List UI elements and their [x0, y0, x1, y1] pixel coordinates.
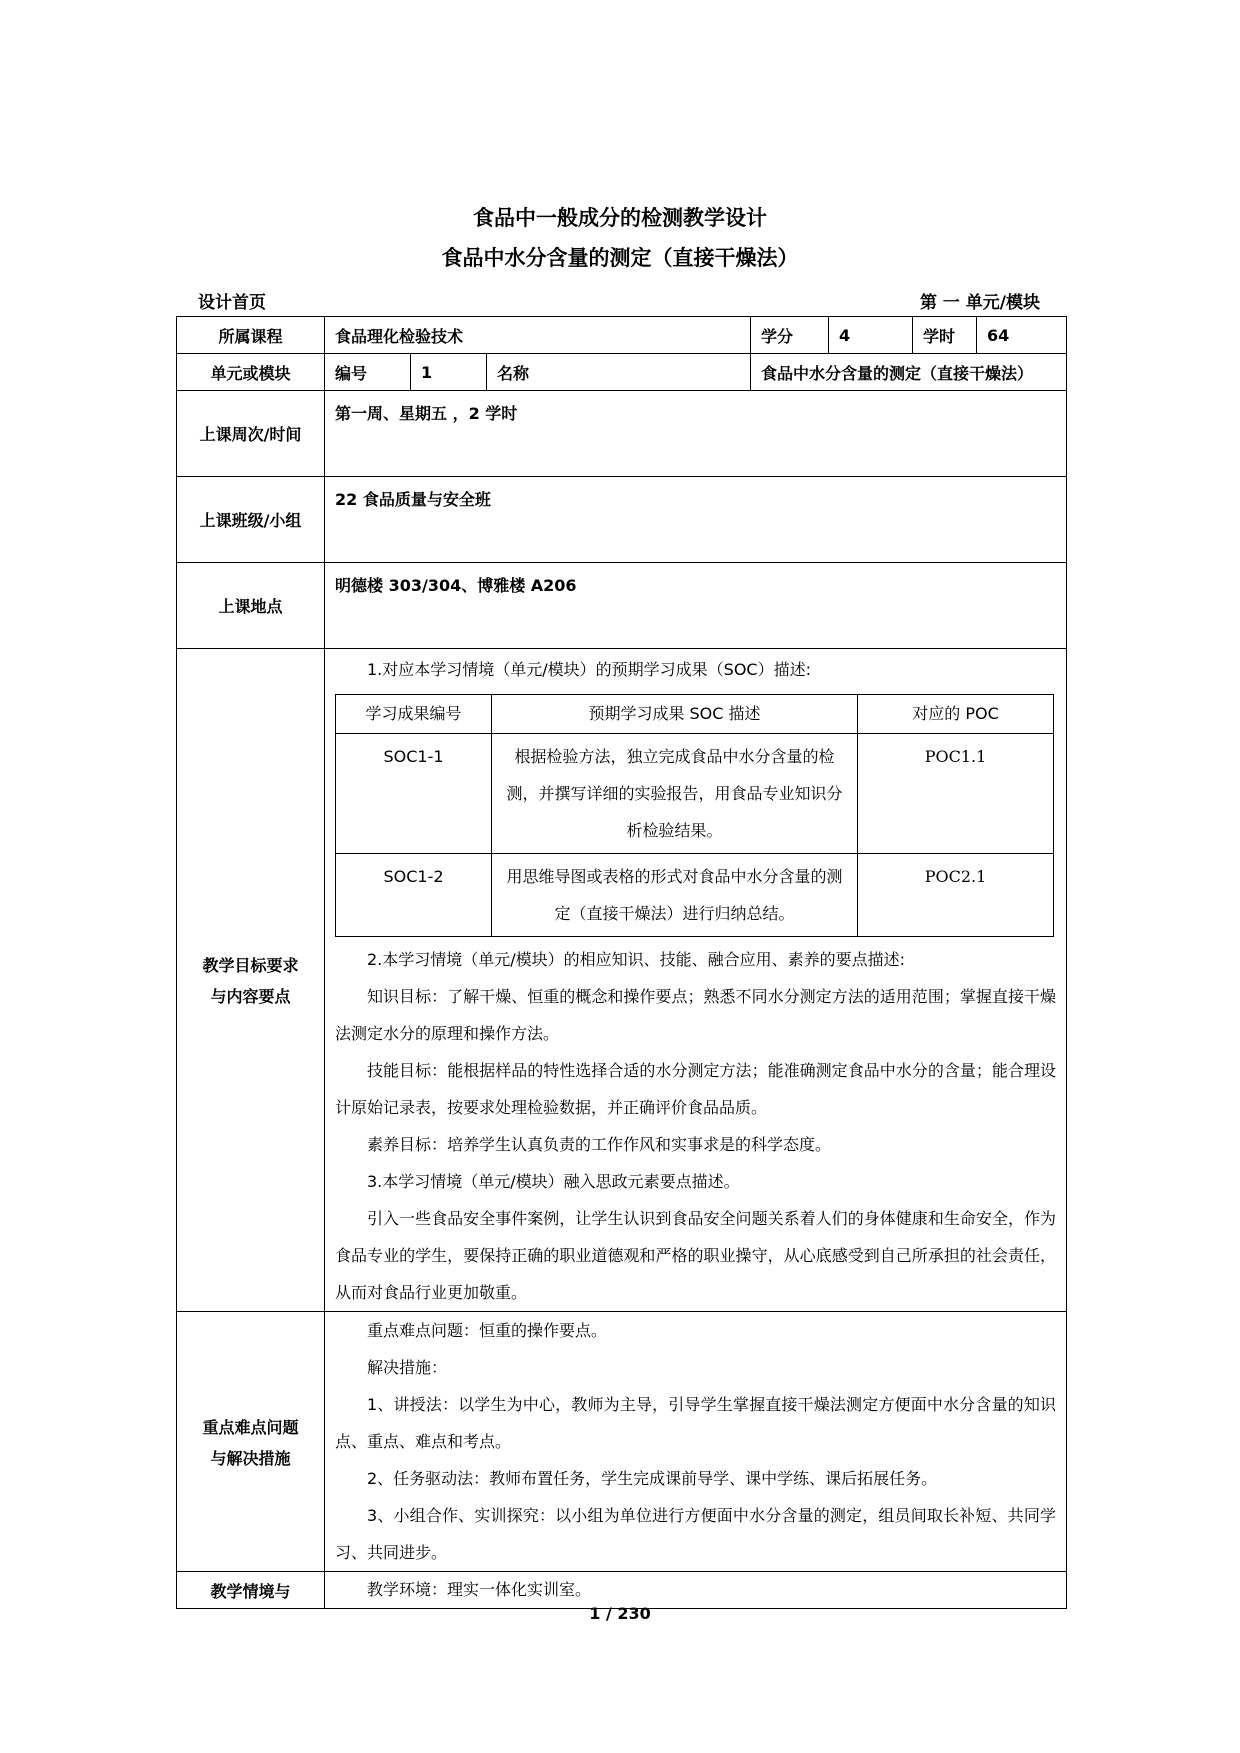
quality-objective: 素养目标：培养学生认真负责的工作作风和实事求是的科学态度。: [367, 1135, 832, 1154]
objectives-p3: 3.本学习情境（单元/模块）融入思政元素要点描述。: [367, 1172, 740, 1191]
measures-heading: 解决措施：: [367, 1358, 448, 1377]
situation-row: [177, 1572, 1067, 1609]
difficulties-row: [177, 1312, 1067, 1572]
document-subtitle: 食品中水分含量的测定（直接干燥法）: [441, 246, 799, 270]
measure-3: 3、小组合作、实训探究：以小组为单位进行方便面中水分含量的测定，组员间取长补短、共同学习、共同进步。: [335, 1506, 1056, 1562]
time-row: [177, 391, 1067, 477]
hours-label: 学时: [913, 317, 977, 354]
unit-number-label: 编号: [325, 354, 411, 391]
objectives-row: [177, 649, 1067, 1312]
unit-row: [177, 354, 1067, 391]
difficulties-label: [177, 1312, 325, 1572]
class-row: [177, 477, 1067, 563]
situation-label: 教学情境与: [177, 1572, 325, 1609]
difficulties-content: [325, 1312, 1067, 1572]
hours-value: 64: [977, 317, 1067, 354]
soc-row: [336, 854, 1054, 937]
measure-2: 2、任务驱动法：教师布置任务，学生完成课前导学、课中学练、课后拓展任务。: [367, 1469, 938, 1488]
soc-table: [335, 694, 1054, 937]
soc-intro: 1.对应本学习情境（单元/模块）的预期学习成果（SOC）描述:: [367, 660, 811, 679]
course-row: [177, 317, 1067, 354]
soc-id: SOC1-2: [336, 854, 492, 937]
header-left: 设计首页: [198, 293, 266, 313]
credit-value: 4: [829, 317, 913, 354]
course-value: 食品理化检验技术: [325, 317, 751, 354]
soc-desc: 根据检验方法，独立完成食品中水分含量的检测，并撰写详细的实验报告，用食品专业知识分析检验结果。: [492, 734, 858, 854]
skill-objective: 技能目标：能根据样品的特性选择合适的水分测定方法；能准确测定食品中水分的含量；能合理设计原始记录表，按要求处理检验数据，并正确评价食品品质。: [335, 1061, 1056, 1117]
unit-name-value: 食品中水分含量的测定（直接干燥法）: [751, 354, 1067, 391]
page-number: 1 / 230: [589, 1604, 651, 1623]
difficulties-label-line2: 与解决措施: [210, 1448, 291, 1468]
soc-desc: 用思维导图或表格的形式对食品中水分含量的测定（直接干燥法）进行归纳总结。: [492, 854, 858, 937]
measure-1: 1、讲授法：以学生为中心，教师为主导，引导学生掌握直接干燥法测定方便面中水分含量的知识点、重点、难点和考点。: [335, 1395, 1056, 1451]
objectives-label-line2: 与内容要点: [210, 987, 291, 1006]
soc-header-desc: 预期学习成果 SOC 描述: [492, 695, 858, 734]
header-right: 第 一 单元/模块: [919, 293, 1040, 313]
difficulties-label-line1: 重点难点问题: [202, 1417, 299, 1437]
objectives-content: [325, 649, 1067, 1312]
knowledge-objective: 知识目标：了解干燥、恒重的概念和操作要点；熟悉不同水分测定方法的适用范围；掌握直接干燥法测定水分的原理和操作方法。: [335, 987, 1056, 1043]
unit-name-label: 名称: [487, 354, 751, 391]
class-value: 22 食品质量与安全班: [325, 477, 1067, 563]
objectives-label: [177, 649, 325, 1312]
situation-content: [325, 1572, 1067, 1609]
soc-row: [336, 734, 1054, 854]
location-label: 上课地点: [177, 563, 325, 649]
credit-label: 学分: [751, 317, 829, 354]
teaching-environment: 教学环境：理实一体化实训室。: [367, 1580, 592, 1599]
soc-id: SOC1-1: [336, 734, 492, 854]
unit-number-value: 1: [411, 354, 487, 391]
soc-header-id: 学习成果编号: [336, 695, 492, 734]
objectives-p2: 2.本学习情境（单元/模块）的相应知识、技能、融合应用、素养的要点描述:: [367, 950, 906, 969]
location-row: [177, 563, 1067, 649]
location-value: 明德楼 303/304、博雅楼 A206: [325, 563, 1067, 649]
soc-poc: POC1.1: [858, 734, 1054, 854]
design-table: [176, 316, 1067, 1609]
ideology-text: 引入一些食品安全事件案例，让学生认识到食品安全问题关系着人们的身体健康和生命安全，作为食品专业的学生，要保持正确的职业道德观和严格的职业操守，从心底感受到自己所承担的社会责任，从而对食品行业更加敬重。: [335, 1209, 1056, 1302]
soc-header-poc: 对应的 POC: [858, 695, 1054, 734]
soc-poc: POC2.1: [858, 854, 1054, 937]
key-difficulty: 重点难点问题：恒重的操作要点。: [367, 1321, 608, 1340]
objectives-label-line1: 教学目标要求: [202, 956, 299, 975]
class-label: 上课班级/小组: [177, 477, 325, 563]
time-value: 第一周、星期五 ，2 学时: [325, 391, 1067, 477]
unit-label: 单元或模块: [177, 354, 325, 391]
soc-header-row: [336, 695, 1054, 734]
time-label: 上课周次/时间: [177, 391, 325, 477]
document-title: 食品中一般成分的检测教学设计: [473, 206, 767, 230]
course-label: 所属课程: [177, 317, 325, 354]
